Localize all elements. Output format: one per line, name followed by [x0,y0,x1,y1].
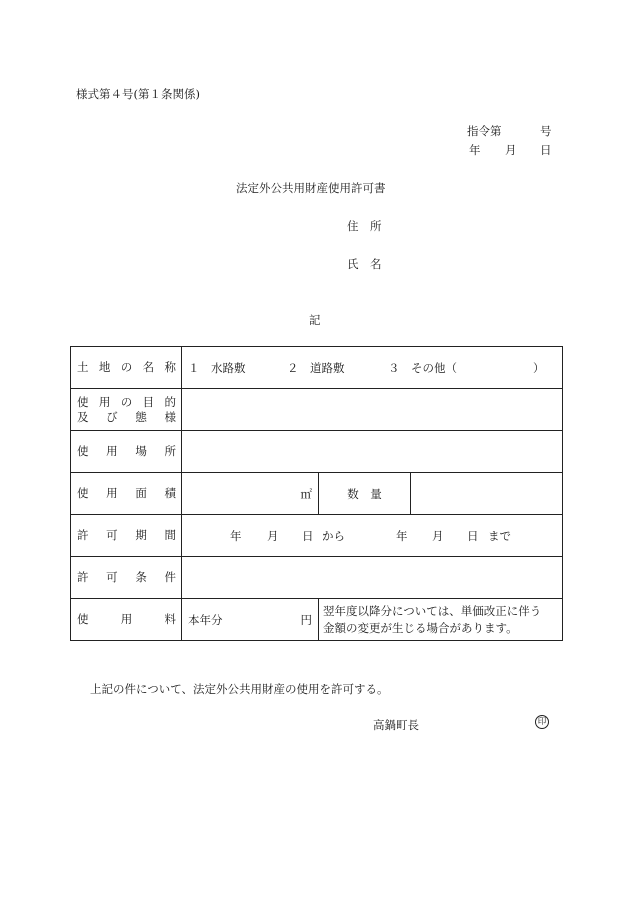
period-end-month: 月 [432,529,444,543]
fee-label: 使 用 料 [77,612,176,626]
period-start-month: 月 [267,529,279,543]
ref-number-suffix: 号 [540,124,552,138]
conditions-value-cell [182,557,563,599]
location-label: 使 用 場 所 [77,444,176,458]
land-name-label-cell [71,347,182,389]
period-until: まで [488,529,511,543]
address-label: 住 所 [347,219,382,233]
conditions-label-cell [71,557,182,599]
name-label: 氏 名 [347,257,382,271]
seal-mark: 印 [535,715,549,729]
period-label: 許 可 期 間 [77,528,176,542]
conditions-label: 許 可 条 件 [77,570,176,584]
period-start-year: 年 [230,529,242,543]
period-label-cell [71,515,182,557]
location-value-cell [182,431,563,473]
quantity-label: 数 量 [347,486,382,501]
purpose-label-line1: 使 用 の 目 的 [77,394,176,409]
row-location [71,431,563,473]
date-month: 月 [505,143,517,157]
land-name-label: 土 地 の 名 称 [77,360,176,374]
period-end-year: 年 [396,529,408,543]
date-year: 年 [469,143,481,157]
document-title: 法定外公共用財産使用許可書 [236,181,386,195]
area-unit: ㎡ [300,486,312,501]
row-area [71,473,563,515]
row-conditions [71,557,563,599]
area-label: 使 用 面 積 [77,486,176,500]
fee-note-line1: 翌年度以降分については、単価改正に伴う [323,603,542,618]
period-start-day: 日 [302,529,314,543]
period-from: から [322,529,345,543]
permit-statement: 上記の件について、法定外公共用財産の使用を許可する。 [90,682,389,696]
period-end-day: 日 [467,529,479,543]
land-option-other: ３ その他（ [388,361,457,375]
fee-yen-unit: 円 [300,612,312,627]
area-label-cell [71,473,182,515]
fee-note-line2: 金額の変更が生じる場合があります。 [323,620,518,635]
land-option-road: ２ 道路敷 [287,361,345,375]
land-name-value-cell [182,347,563,389]
fee-amount-cell [182,599,319,641]
fee-current-year: 本年分 [188,612,223,627]
location-label-cell [71,431,182,473]
area-value-cell [182,473,319,515]
ref-number-label: 指令第 [467,124,502,138]
purpose-label-cell [71,389,182,431]
form-number: 様式第４号(第１条関係) [76,87,200,101]
fee-label-cell [71,599,182,641]
land-option-other-close: ） [533,361,545,375]
purpose-label-line2: 及 び 態 様 [77,409,176,424]
purpose-value-cell [182,389,563,431]
row-period [71,515,563,557]
issuer: 高鍋町長 [373,718,419,732]
quantity-label-cell [319,473,411,515]
ki-heading: 記 [309,313,321,327]
permit-table [70,346,563,641]
period-value-cell [182,515,563,557]
row-fee [71,599,563,641]
land-option-waterway: １ 水路敷 [188,361,246,375]
quantity-value-cell [411,473,563,515]
row-purpose [71,389,563,431]
row-land-name [71,347,563,389]
date-day: 日 [540,143,552,157]
fee-note-cell [319,599,563,641]
